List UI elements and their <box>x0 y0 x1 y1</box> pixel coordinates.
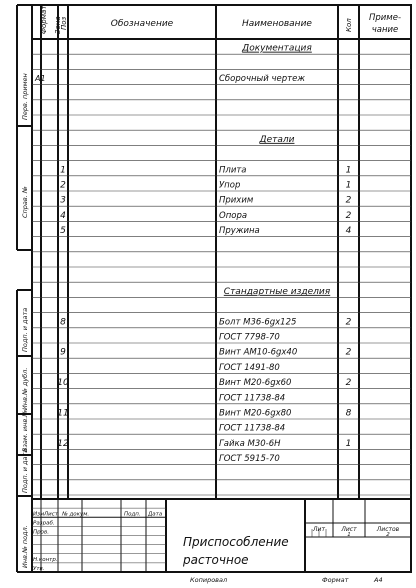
tb-developed: Разраб. <box>33 520 55 527</box>
doc-title-line-1: Приспособление <box>183 535 289 549</box>
header-note-1: Приме- <box>368 13 402 23</box>
tb-approved: Утв. <box>33 566 45 572</box>
side-replace-inv: Взам. инв.№ <box>21 409 29 452</box>
row-quantity: 1 <box>345 180 352 191</box>
row-name: Пружина <box>219 226 260 237</box>
row-quantity: 1 <box>345 165 352 176</box>
row-name: Сборочный чертеж <box>219 74 305 85</box>
row-position: 2 <box>60 180 66 191</box>
tb-sheet-value: 1 <box>347 532 351 538</box>
doc-title-line-2: расточное <box>183 553 249 567</box>
side-orig-no: Инв.№ подл. <box>21 525 29 568</box>
row-quantity: 4 <box>345 226 352 237</box>
tb-sheets-value: 2 <box>386 532 390 538</box>
row-position: 5 <box>60 226 66 237</box>
tb-sheets: Листов <box>376 526 400 533</box>
footer-format-label: Формат <box>322 576 349 584</box>
row-name: ГОСТ 5915-70 <box>219 454 280 465</box>
side-sign-date-2: Подп. и дата <box>21 448 29 493</box>
tb-norm-control: Н.контр. <box>33 556 58 563</box>
header-qty: Кол <box>345 18 353 32</box>
tb-sheet-col: Лист <box>44 511 58 518</box>
row-name: Болт М36-6gх125 <box>219 317 297 328</box>
row-quantity: 2 <box>345 347 352 358</box>
header-zone: Зона <box>54 16 62 34</box>
footer-format-value: А4 <box>374 576 383 584</box>
row-position: 11 <box>57 408 69 419</box>
row-quantity: 2 <box>345 210 352 221</box>
row-position: 4 <box>60 210 66 221</box>
row-quantity: 2 <box>345 195 352 206</box>
row-name: Опора <box>219 210 248 221</box>
side-sign-date: Подп. и дата <box>21 307 29 352</box>
row-quantity: 2 <box>345 317 352 328</box>
row-position: 8 <box>60 317 66 328</box>
row-name: Прихим <box>219 195 254 206</box>
row-quantity: 1 <box>345 438 352 449</box>
row-quantity: 2 <box>345 378 352 389</box>
row-format: А1 <box>35 74 46 84</box>
header-name: Наименование <box>242 19 312 29</box>
row-name: Гайка М30-6Н <box>219 438 281 449</box>
side-first-use: Перв. примен <box>21 73 29 120</box>
side-ref-no: Справ. № <box>21 186 29 218</box>
header-format: Формат <box>40 5 48 34</box>
tb-sign: Подп. <box>124 511 141 518</box>
row-name: Винт АМ10-6gх40 <box>219 347 298 358</box>
tb-sheet: Лист <box>341 526 357 533</box>
row-position: 1 <box>60 165 66 176</box>
section-heading: Детали <box>259 134 295 145</box>
row-name: ГОСТ 11738-84 <box>219 393 286 404</box>
tb-lit: Лит <box>313 526 325 533</box>
sheet-frame <box>32 5 411 572</box>
tb-date: Дата <box>148 511 163 518</box>
row-name: ГОСТ 11738-84 <box>219 423 286 434</box>
tb-checked: Пров. <box>33 529 49 536</box>
side-dupl-no: Инв.№ дубл. <box>21 367 29 410</box>
header-note-2: чание <box>371 25 399 35</box>
tb-change: Изм <box>33 511 45 518</box>
row-position: 10 <box>57 378 69 389</box>
row-name: ГОСТ 1491-80 <box>219 362 280 373</box>
tb-doc-no: № докум. <box>62 511 90 518</box>
footer-copied: Копировал <box>190 576 228 584</box>
row-name: ГОСТ 7798-70 <box>219 332 280 343</box>
row-position: 9 <box>60 347 66 358</box>
row-quantity: 8 <box>345 408 352 419</box>
row-name: Упор <box>219 180 241 191</box>
row-name: Плита <box>219 165 247 176</box>
section-heading: Документация <box>242 43 312 54</box>
header-designation: Обозначение <box>110 19 174 29</box>
row-position: 12 <box>57 438 69 449</box>
row-name: Винт М20-6gх60 <box>219 378 292 389</box>
section-heading: Стандартные изделия <box>223 286 331 297</box>
row-position: 3 <box>60 195 66 206</box>
header-pos: Поз <box>60 16 68 30</box>
row-name: Винт М20-6gх80 <box>219 408 292 419</box>
